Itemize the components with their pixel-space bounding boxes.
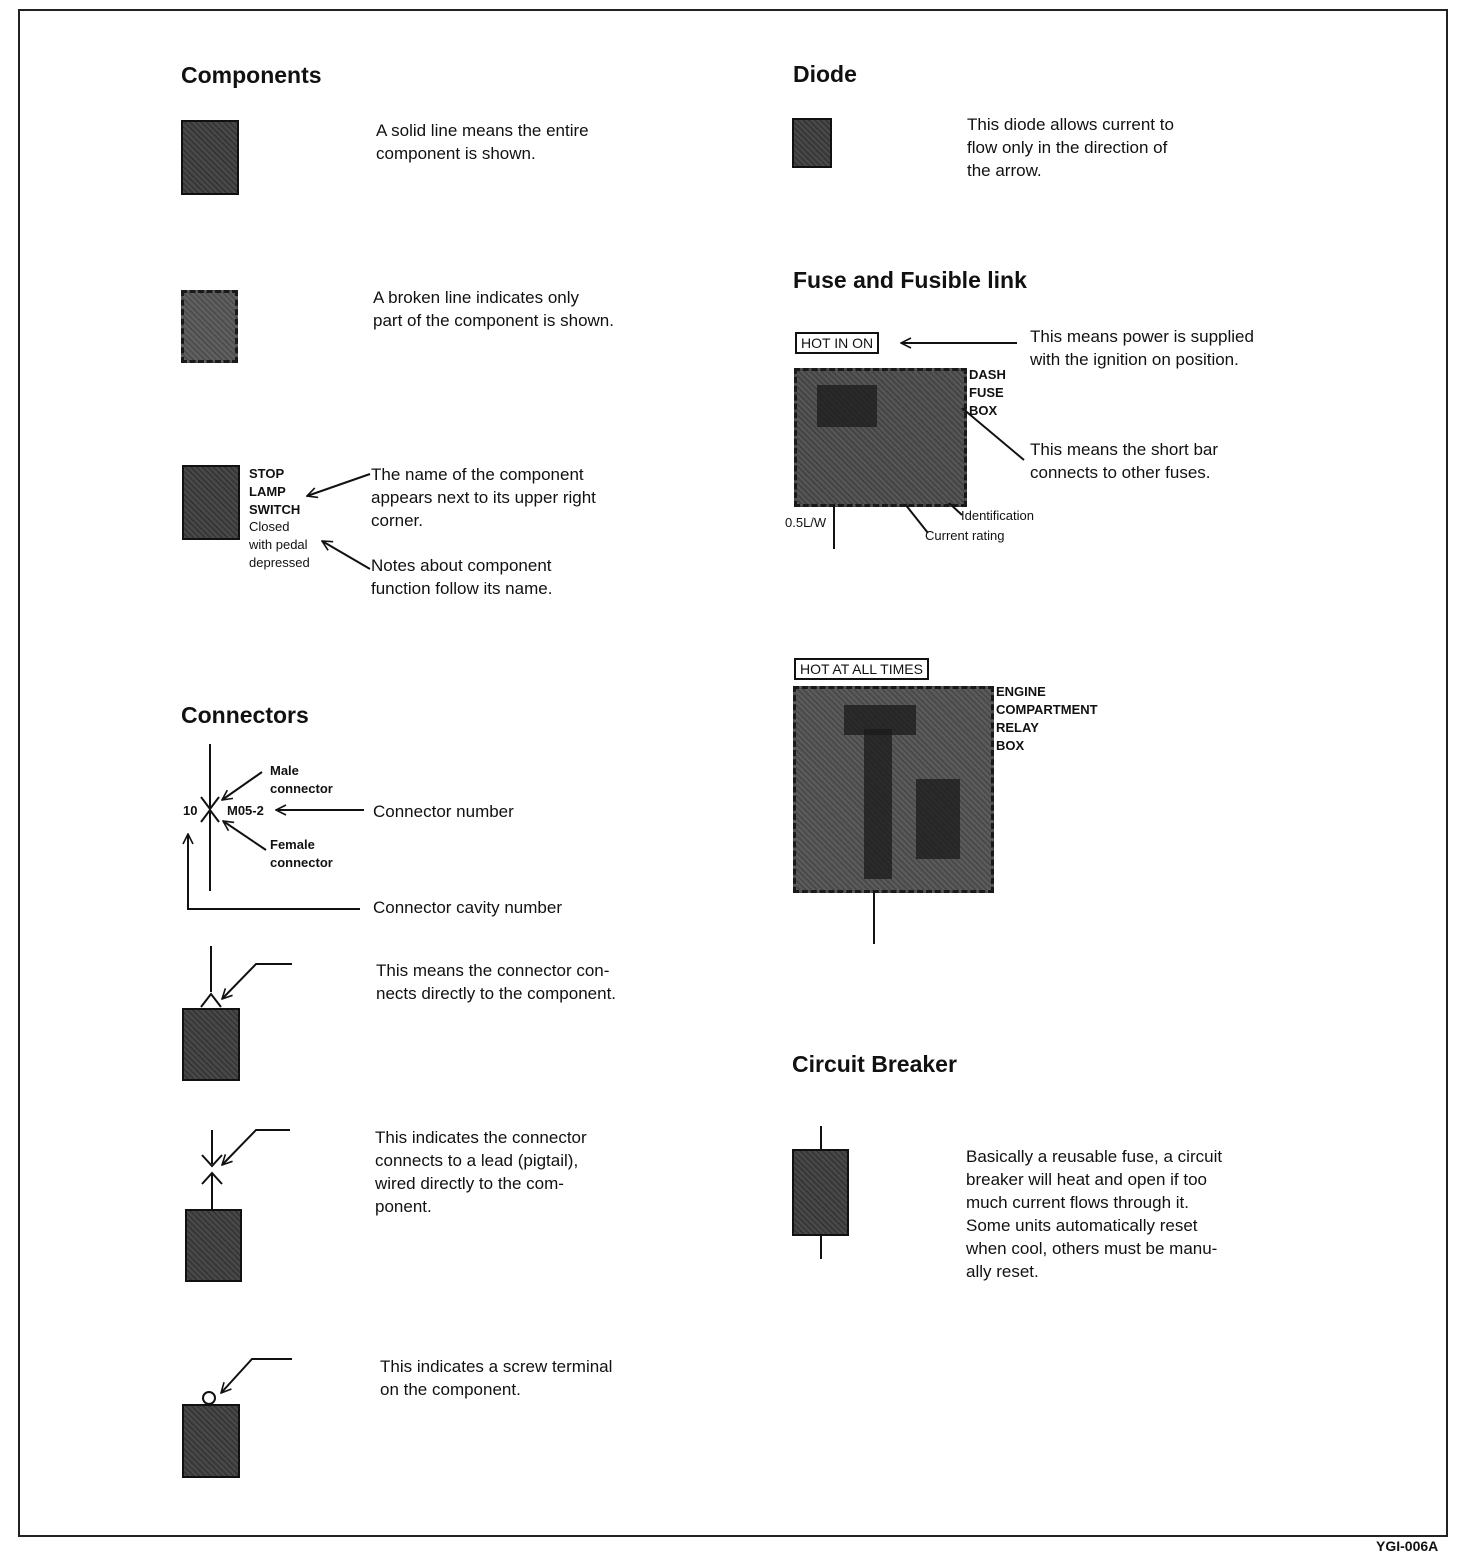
broken-line-description: A broken line indicates only part of the component is shown. — [373, 288, 614, 330]
components-title: Components — [181, 62, 322, 88]
component-notes-label: Closed with pedal depressed — [249, 519, 310, 570]
connector-id: M05-2 — [227, 803, 264, 818]
direct-pointer-arrow — [222, 964, 292, 999]
direct-connector-description: This means the connector con- nects directly to the component. — [376, 961, 617, 1003]
name-pointer-arrow — [307, 474, 370, 496]
screw-terminal-circle — [203, 1392, 215, 1404]
notes-pointer-arrow — [322, 541, 370, 569]
male-connector-arrow — [222, 772, 262, 800]
male-connector-label: Male connector — [270, 763, 333, 796]
short-bar-description: This means the short bar connects to other fuses. — [1030, 440, 1219, 482]
current-rating-label: Current rating — [925, 528, 1005, 543]
female-connector-label: Female connector — [270, 837, 333, 870]
figure-reference: YGI-006A — [1376, 1538, 1439, 1554]
hot-at-all-times-label: HOT AT ALL TIMES — [794, 658, 929, 680]
connector-cavity-description: Connector cavity number — [373, 898, 562, 917]
identification-pointer — [949, 503, 962, 515]
circuit-breaker-title: Circuit Breaker — [792, 1051, 957, 1077]
identification-label: Identification — [961, 508, 1034, 523]
screw-terminal-description: This indicates a screw terminal on the component. — [380, 1357, 613, 1399]
solid-line-description: A solid line means the entire component is shown. — [376, 121, 589, 163]
short-bar-pointer — [962, 408, 1024, 460]
fuse-title: Fuse and Fusible link — [793, 267, 1027, 293]
circuit-breaker-description: Basically a reusable fuse, a circuit breaker will heat and open if too much current flows through it. Some units automatically reset when cool, others must be manu- ally reset. — [966, 1147, 1223, 1281]
component-notes-description: Notes about component function follow its name. — [371, 556, 553, 598]
dash-fuse-box-label: DASH FUSE BOX — [969, 367, 1006, 418]
female-connector-arrow — [223, 821, 266, 850]
connectors-title: Connectors — [181, 702, 309, 728]
current-rating-pointer — [905, 504, 928, 533]
cavity-number-value: 10 — [183, 803, 198, 818]
hot-in-on-description: This means power is supplied with the ignition on position. — [1030, 327, 1254, 369]
hot-in-on-label: HOT IN ON — [795, 332, 879, 354]
pigtail-connector-description: This indicates the connector connects to a lead (pigtail), wired directly to the com- ponent. — [375, 1128, 587, 1216]
component-name-label: STOP LAMP SWITCH — [249, 466, 301, 517]
engine-relay-box-label: ENGINE COMPARTMENT RELAY BOX — [996, 684, 1098, 753]
diode-title: Diode — [793, 61, 857, 87]
wire-color-label: 0.5L/W — [785, 515, 827, 530]
component-name-description: The name of the component appears next to its upper right corner. — [371, 465, 596, 530]
direct-chevron — [201, 994, 221, 1007]
screw-pointer-arrow — [221, 1359, 292, 1393]
pigtail-pointer-arrow — [222, 1130, 290, 1165]
diode-description: This diode allows current to flow only in the direction of the arrow. — [967, 115, 1174, 180]
cavity-number-arrow — [188, 834, 360, 909]
connector-number-description: Connector number — [373, 802, 514, 821]
